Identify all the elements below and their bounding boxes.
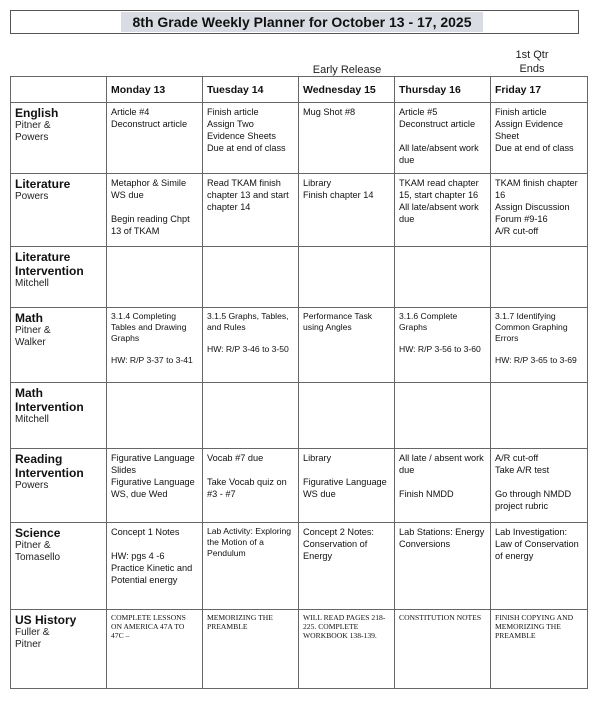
planner-cell: Library Finish chapter 14 xyxy=(299,174,395,247)
day-header: Wednesday 15 xyxy=(299,77,395,103)
table-row xyxy=(11,523,588,610)
planner-cell: A/R cut-off Take A/R test Go through NMDD project rubric xyxy=(491,449,588,523)
planner-cell: Lab Stations: Energy Conversions xyxy=(395,523,491,610)
subject-cell xyxy=(11,247,107,308)
planner-cell xyxy=(395,383,491,449)
page-title: 8th Grade Weekly Planner for October 13 - 17, 2025 xyxy=(121,12,483,32)
subject-name: Science xyxy=(15,526,61,540)
planner-cell xyxy=(491,247,588,308)
subject-name: Literature Intervention xyxy=(15,250,84,278)
table-row xyxy=(11,449,588,523)
early-release-note: Early Release xyxy=(312,64,382,76)
title-box xyxy=(10,10,579,34)
teacher-names: Powers xyxy=(15,480,49,491)
subject-name: Math Intervention xyxy=(15,386,84,414)
planner-cell: Metaphor & Simile WS due Begin reading Chpt 13 of TKAM xyxy=(107,174,203,247)
day-header: Monday 13 xyxy=(107,77,203,103)
planner-cell: 3.1.6 Complete Graphs HW: R/P 3-56 to 3-60 xyxy=(395,308,491,383)
planner-cell: All late / absent work due Finish NMDD xyxy=(395,449,491,523)
teacher-names: Mitchell xyxy=(15,278,49,289)
planner-cell: Mug Shot #8 xyxy=(299,103,395,174)
planner-cell: Article #4 Deconstruct article xyxy=(107,103,203,174)
planner-cell: 3.1.4 Completing Tables and Drawing Graphs HW: R/P 3-37 to 3-41 xyxy=(107,308,203,383)
planner-cell: Vocab #7 due Take Vocab quiz on #3 - #7 xyxy=(203,449,299,523)
subject-name: Reading Intervention xyxy=(15,452,84,480)
header-row xyxy=(11,77,588,103)
planner-cell xyxy=(107,247,203,308)
subject-name: US History xyxy=(15,613,77,627)
table-row xyxy=(11,174,588,247)
planner-cell xyxy=(203,247,299,308)
teacher-names: Powers xyxy=(15,191,49,202)
day-header: Friday 17 xyxy=(491,77,588,103)
quarter-end-note: 1st Qtr Ends xyxy=(515,49,549,75)
subject-name: Literature xyxy=(15,177,71,191)
teacher-names: Fuller & Pitner xyxy=(15,627,50,650)
planner-cell: Library Figurative Language WS due xyxy=(299,449,395,523)
subject-name: English xyxy=(15,106,59,120)
planner-cell: MEMORIZING THE PREAMBLE xyxy=(203,610,299,689)
planner-cell: CONSTITUTION NOTES xyxy=(395,610,491,689)
planner-cell xyxy=(203,383,299,449)
day-header: Thursday 16 xyxy=(395,77,491,103)
planner-cell: Concept 2 Notes: Conservation of Energy xyxy=(299,523,395,610)
planner-table xyxy=(10,76,588,689)
planner-cell: TKAM finish chapter 16 Assign Discussion Forum #9-16 A/R cut-off xyxy=(491,174,588,247)
planner-cell: Finish article Assign Two Evidence Sheets Due at end of class xyxy=(203,103,299,174)
subject-cell xyxy=(11,308,107,383)
table-row xyxy=(11,103,588,174)
table-row xyxy=(11,610,588,689)
table-row xyxy=(11,383,588,449)
planner-cell: Lab Activity: Exploring the Motion of a Pendulum xyxy=(203,523,299,610)
planner-cell: COMPLETE LESSONS ON AMERICA 47A TO 47C – xyxy=(107,610,203,689)
teacher-names: Mitchell xyxy=(15,414,49,425)
planner-cell: Figurative Language Slides Figurative Language WS, due Wed xyxy=(107,449,203,523)
teacher-names: Pitner & Powers xyxy=(15,120,51,143)
subject-cell xyxy=(11,449,107,523)
planner-cell: TKAM read chapter 15, start chapter 16 All late/absent work due xyxy=(395,174,491,247)
subject-cell xyxy=(11,174,107,247)
planner-cell: 3.1.5 Graphs, Tables, and Rules HW: R/P 3-46 to 3-50 xyxy=(203,308,299,383)
planner-cell xyxy=(395,247,491,308)
planner-cell xyxy=(299,247,395,308)
planner-cell: Concept 1 Notes HW: pgs 4 -6 Practice Kinetic and Potential energy xyxy=(107,523,203,610)
table-row xyxy=(11,247,588,308)
subject-cell xyxy=(11,103,107,174)
planner-cell: Read TKAM finish chapter 13 and start chapter 14 xyxy=(203,174,299,247)
subject-cell xyxy=(11,383,107,449)
planner-cell: Performance Task using Angles xyxy=(299,308,395,383)
planner-cell: 3.1.7 Identifying Common Graphing Errors HW: R/P 3-65 to 3-69 xyxy=(491,308,588,383)
day-header: Tuesday 14 xyxy=(203,77,299,103)
subject-cell xyxy=(11,523,107,610)
teacher-names: Pitner & Tomasello xyxy=(15,540,61,563)
planner-cell: WILL READ PAGES 218-225. COMPLETE WORKBOOK 138-139. xyxy=(299,610,395,689)
planner-cell xyxy=(107,383,203,449)
planner-cell xyxy=(491,383,588,449)
subject-name: Math xyxy=(15,311,43,325)
table-row xyxy=(11,308,588,383)
planner-cell: Finish article Assign Evidence Sheet Due at end of class xyxy=(491,103,588,174)
subject-cell xyxy=(11,610,107,689)
corner-cell xyxy=(11,77,107,103)
planner-cell: Lab Investigation: Law of Conservation of energy xyxy=(491,523,588,610)
planner-cell: FINISH COPYING AND MEMORIZING THE PREAMBLE xyxy=(491,610,588,689)
planner-cell xyxy=(299,383,395,449)
teacher-names: Pitner & Walker xyxy=(15,325,51,348)
planner-cell: Article #5 Deconstruct article All late/absent work due xyxy=(395,103,491,174)
